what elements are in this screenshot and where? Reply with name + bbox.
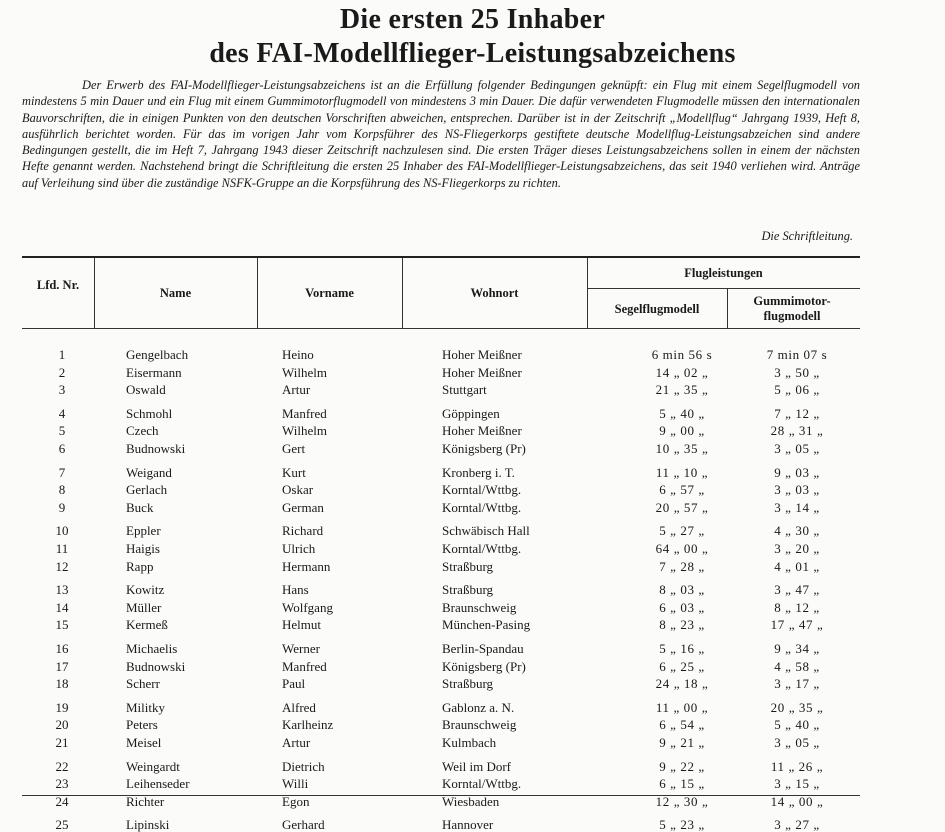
table-row	[22, 348, 860, 362]
row-name: Czech	[126, 423, 159, 439]
signature: Die Schriftleitung.	[761, 229, 853, 243]
row-number: 1	[58, 347, 66, 362]
row-vorname: Egon	[282, 793, 310, 809]
row-number: 13	[55, 582, 69, 598]
table-row	[22, 466, 860, 480]
header-vorname: Vorname	[305, 286, 354, 300]
row-segelflug-time: 8 „ 23 „	[659, 617, 705, 633]
row-segelflug-time: 10 „ 35 „	[655, 441, 709, 456]
row-segelflug-time: 5 „ 16 „	[659, 641, 705, 656]
table-row	[22, 818, 860, 832]
page-title-line-2: des FAI-Modellflieger-Leistungsabzeichens	[209, 38, 736, 69]
row-segelflug-time: 6 „ 54 „	[659, 717, 705, 733]
row-number: 4	[58, 405, 66, 421]
holders-table	[22, 256, 860, 832]
row-gummimotor-time: 4 „ 01 „	[774, 558, 820, 574]
row-gummimotor-time: 14 „ 00 „	[770, 793, 824, 809]
table-row	[22, 777, 860, 791]
row-gummimotor-time: 20 „ 35 „	[770, 699, 824, 715]
row-vorname: Ulrich	[282, 541, 316, 556]
row-number: 3	[58, 382, 66, 398]
row-segelflug-time: 5 „ 27 „	[659, 523, 705, 539]
row-gummimotor-time: 7 min 07 s	[766, 347, 828, 362]
row-segelflug-time: 5 „ 40 „	[659, 405, 705, 421]
row-gummimotor-time: 4 „ 30 „	[774, 523, 820, 539]
row-wohnort: Straßburg	[442, 676, 494, 692]
table-row	[22, 424, 860, 438]
row-gummimotor-time: 3 „ 03 „	[774, 482, 820, 498]
row-name: Gengelbach	[126, 347, 189, 362]
row-name: Eisermann	[126, 364, 182, 380]
table-row	[22, 442, 860, 456]
row-gummimotor-time: 28 „ 31 „	[770, 423, 824, 439]
row-segelflug-time: 9 „ 00 „	[659, 423, 705, 439]
row-number: 11	[55, 541, 69, 556]
header-segelflugmodell: Segelflugmodell	[614, 302, 700, 316]
row-number: 12	[55, 558, 69, 574]
table-row	[22, 524, 860, 538]
row-number: 10	[55, 523, 69, 539]
row-name: Müller	[126, 599, 162, 615]
row-name: Budnowski	[126, 658, 186, 674]
row-vorname: Paul	[282, 676, 306, 692]
row-wohnort: Kulmbach	[442, 735, 497, 750]
row-wohnort: Korntal/Wttbg.	[442, 482, 522, 498]
table-row	[22, 560, 860, 574]
row-gummimotor-time: 5 „ 06 „	[774, 382, 820, 398]
header-flugleistungen: Flugleistungen	[684, 266, 763, 280]
row-segelflug-time: 6 „ 57 „	[659, 482, 705, 498]
row-name: Haigis	[126, 541, 160, 556]
table-row	[22, 736, 860, 750]
row-segelflug-time: 64 „ 00 „	[655, 541, 709, 556]
intro-paragraph: Der Erwerb des FAI-Modellflieger-Leistungsabzeichens ist an die Erfüllung folgender Bedingungen geknüpft: ein Flug mit einem Segelflugmodell von mindestens 5 min Dauer und ein Flug mit einem Gummimotorflugmodell von mindestens 3 min Dauer. Die dafür verwendeten Flugmodelle müssen den internationalen Bauvorschriften, die in einigen Punkten von den deutschen Vorschriften abweichen, entsprechen. Darüber ist in der Zeitschrift „Modellflug“ Jahrgang 1939, Heft 8, ausführlich berichtet worden. Für das im vorigen Jahr vom Korpsführer des NS-Fliegerkorps gestiftete deutsche Modellflug-Leistungsabzeichen sind andere Bedingungen gestellt, die im Heft 7, Jahrgang 1943 dieser Zeitschrift nachzulesen sind. Die ersten Träger dieses Leistungsabzeichens sollen in einem der nächsten Hefte genannt werden. Nachstehend bringt die Schriftleitung die ersten 25 Inhaber des FAI-Modellflieger-Leistungsabzeichens, das seit 1940 verliehen wird. Anträge auf Verleihung sind über die zuständige NSFK-Gruppe an die Korpsführung des NS-Fliegerkorps zu richten.	[22, 78, 860, 190]
table-row	[22, 795, 860, 809]
row-segelflug-time: 20 „ 57 „	[655, 499, 709, 515]
row-segelflug-time: 11 „ 10 „	[655, 464, 709, 480]
row-name: Scherr	[126, 676, 160, 692]
row-wohnort: Schwäbisch Hall	[442, 523, 530, 539]
row-number: 15	[55, 617, 69, 633]
row-wohnort: Berlin-Spandau	[442, 641, 524, 656]
row-name: Kermeß	[126, 617, 168, 633]
row-segelflug-time: 6 „ 03 „	[659, 599, 705, 615]
row-segelflug-time: 8 „ 03 „	[659, 582, 705, 598]
row-wohnort: Königsberg (Pr)	[442, 441, 526, 456]
row-name: Schmohl	[126, 405, 173, 421]
row-gummimotor-time: 4 „ 58 „	[774, 658, 820, 674]
row-vorname: Hermann	[282, 558, 331, 574]
header-name: Name	[159, 286, 192, 300]
row-name: Kowitz	[126, 582, 165, 598]
row-gummimotor-time: 3 „ 05 „	[774, 735, 820, 750]
row-name: Michaelis	[126, 641, 178, 656]
row-vorname: Artur	[282, 735, 311, 750]
header-nr: Lfd. Nr.	[36, 278, 80, 292]
row-segelflug-time: 21 „ 35 „	[655, 382, 709, 398]
row-vorname: Manfred	[282, 405, 327, 421]
row-vorname: Gert	[282, 441, 306, 456]
table-row	[22, 760, 860, 774]
row-vorname: Willi	[282, 776, 309, 792]
row-name: Richter	[126, 793, 165, 809]
row-wohnort: Straßburg	[442, 582, 494, 598]
row-vorname: Wilhelm	[282, 423, 327, 439]
row-segelflug-time: 6 „ 25 „	[659, 658, 705, 674]
row-wohnort: Korntal/Wttbg.	[442, 776, 522, 792]
row-gummimotor-time: 3 „ 05 „	[774, 441, 820, 456]
table-row	[22, 642, 860, 656]
row-wohnort: München-Pasing	[442, 617, 531, 633]
table-row	[22, 618, 860, 632]
table-row	[22, 718, 860, 732]
table-row	[22, 483, 860, 497]
header-bottom-rule	[22, 328, 860, 329]
row-number: 23	[55, 776, 69, 792]
table-row	[22, 407, 860, 421]
row-number: 16	[55, 641, 69, 656]
row-number: 19	[55, 699, 69, 715]
table-row	[22, 677, 860, 691]
row-name: Meisel	[126, 735, 162, 750]
row-wohnort: Göppingen	[442, 405, 500, 421]
row-segelflug-time: 6 min 56 s	[651, 347, 713, 362]
row-vorname: Wilhelm	[282, 364, 327, 380]
row-number: 2	[58, 364, 66, 380]
row-wohnort: Kronberg i. T.	[442, 464, 515, 480]
page-title-line-1: Die ersten 25 Inhaber	[339, 4, 606, 35]
table-row	[22, 542, 860, 556]
row-wohnort: Wiesbaden	[442, 793, 500, 809]
row-segelflug-time: 14 „ 02 „	[655, 364, 709, 380]
table-row	[22, 583, 860, 597]
row-number: 7	[58, 464, 66, 480]
table-row	[22, 383, 860, 397]
row-vorname: Werner	[282, 641, 320, 656]
row-number: 25	[55, 817, 69, 832]
row-wohnort: Braunschweig	[442, 717, 517, 733]
row-wohnort: Weil im Dorf	[442, 758, 511, 774]
row-name: Lipinski	[126, 817, 170, 832]
header-wohnort: Wohnort	[470, 286, 519, 300]
row-number: 8	[58, 482, 66, 498]
row-wohnort: Gablonz a. N.	[442, 699, 515, 715]
row-vorname: Manfred	[282, 658, 327, 674]
row-gummimotor-time: 3 „ 27 „	[774, 817, 820, 832]
row-number: 5	[58, 423, 66, 439]
row-vorname: Alfred	[282, 699, 316, 715]
row-vorname: Wolfgang	[282, 599, 333, 615]
table-row	[22, 701, 860, 715]
header-subdivider	[587, 288, 860, 289]
row-name: Peters	[126, 717, 158, 733]
row-segelflug-time: 11 „ 00 „	[655, 699, 709, 715]
row-number: 18	[55, 676, 69, 692]
row-number: 22	[55, 758, 69, 774]
row-vorname: German	[282, 499, 324, 515]
row-wohnort: Korntal/Wttbg.	[442, 499, 522, 515]
row-vorname: Hans	[282, 582, 309, 598]
row-vorname: Karlheinz	[282, 717, 334, 733]
row-segelflug-time: 6 „ 15 „	[659, 776, 705, 792]
table-row	[22, 501, 860, 515]
row-gummimotor-time: 5 „ 40 „	[774, 717, 820, 733]
row-segelflug-time: 9 „ 21 „	[659, 735, 705, 750]
row-name: Militky	[126, 699, 166, 715]
row-number: 9	[58, 499, 66, 515]
row-gummimotor-time: 9 „ 03 „	[774, 464, 820, 480]
header-gummimotorflugmodell: Gummimotor-flugmodell	[753, 294, 831, 323]
row-gummimotor-time: 3 „ 20 „	[774, 541, 820, 556]
row-wohnort: Braunschweig	[442, 599, 517, 615]
row-gummimotor-time: 17 „ 47 „	[770, 617, 824, 633]
row-name: Buck	[126, 499, 154, 515]
row-wohnort: Straßburg	[442, 558, 494, 574]
row-name: Rapp	[126, 558, 154, 574]
row-gummimotor-time: 3 „ 50 „	[774, 364, 820, 380]
row-number: 6	[58, 441, 66, 456]
row-name: Weingardt	[126, 758, 180, 774]
row-gummimotor-time: 3 „ 17 „	[774, 676, 820, 692]
row-number: 24	[55, 793, 69, 809]
row-name: Eppler	[126, 523, 161, 539]
row-number: 21	[55, 735, 69, 750]
column-divider	[727, 288, 728, 328]
row-wohnort: Hoher Meißner	[442, 364, 522, 380]
row-vorname: Helmut	[282, 617, 321, 633]
row-name: Gerlach	[126, 482, 168, 498]
row-segelflug-time: 7 „ 28 „	[659, 558, 705, 574]
row-wohnort: Hoher Meißner	[442, 423, 522, 439]
row-wohnort: Hannover	[442, 817, 494, 832]
row-wohnort: Hoher Meißner	[442, 347, 522, 362]
row-wohnort: Königsberg (Pr)	[442, 658, 526, 674]
row-segelflug-time: 5 „ 23 „	[659, 817, 705, 832]
row-segelflug-time: 12 „ 30 „	[655, 793, 709, 809]
row-gummimotor-time: 3 „ 14 „	[774, 499, 820, 515]
row-segelflug-time: 24 „ 18 „	[655, 676, 709, 692]
row-name: Weigand	[126, 464, 172, 480]
row-gummimotor-time: 3 „ 15 „	[774, 776, 820, 792]
table-row	[22, 601, 860, 615]
row-number: 14	[55, 599, 69, 615]
row-vorname: Kurt	[282, 464, 306, 480]
row-vorname: Oskar	[282, 482, 314, 498]
row-number: 17	[55, 658, 69, 674]
row-gummimotor-time: 9 „ 34 „	[774, 641, 820, 656]
row-number: 20	[55, 717, 69, 733]
row-vorname: Heino	[282, 347, 314, 362]
row-gummimotor-time: 11 „ 26 „	[770, 758, 824, 774]
row-name: Budnowski	[126, 441, 186, 456]
row-segelflug-time: 9 „ 22 „	[659, 758, 705, 774]
row-vorname: Dietrich	[282, 758, 325, 774]
row-gummimotor-time: 3 „ 47 „	[774, 582, 820, 598]
row-vorname: Gerhard	[282, 817, 325, 832]
row-gummimotor-time: 7 „ 12 „	[774, 405, 820, 421]
row-name: Leihenseder	[126, 776, 190, 792]
table-row	[22, 366, 860, 380]
row-wohnort: Stuttgart	[442, 382, 487, 398]
row-name: Oswald	[126, 382, 166, 398]
row-wohnort: Korntal/Wttbg.	[442, 541, 522, 556]
row-vorname: Artur	[282, 382, 311, 398]
row-vorname: Richard	[282, 523, 324, 539]
row-gummimotor-time: 8 „ 12 „	[774, 599, 820, 615]
table-row	[22, 660, 860, 674]
